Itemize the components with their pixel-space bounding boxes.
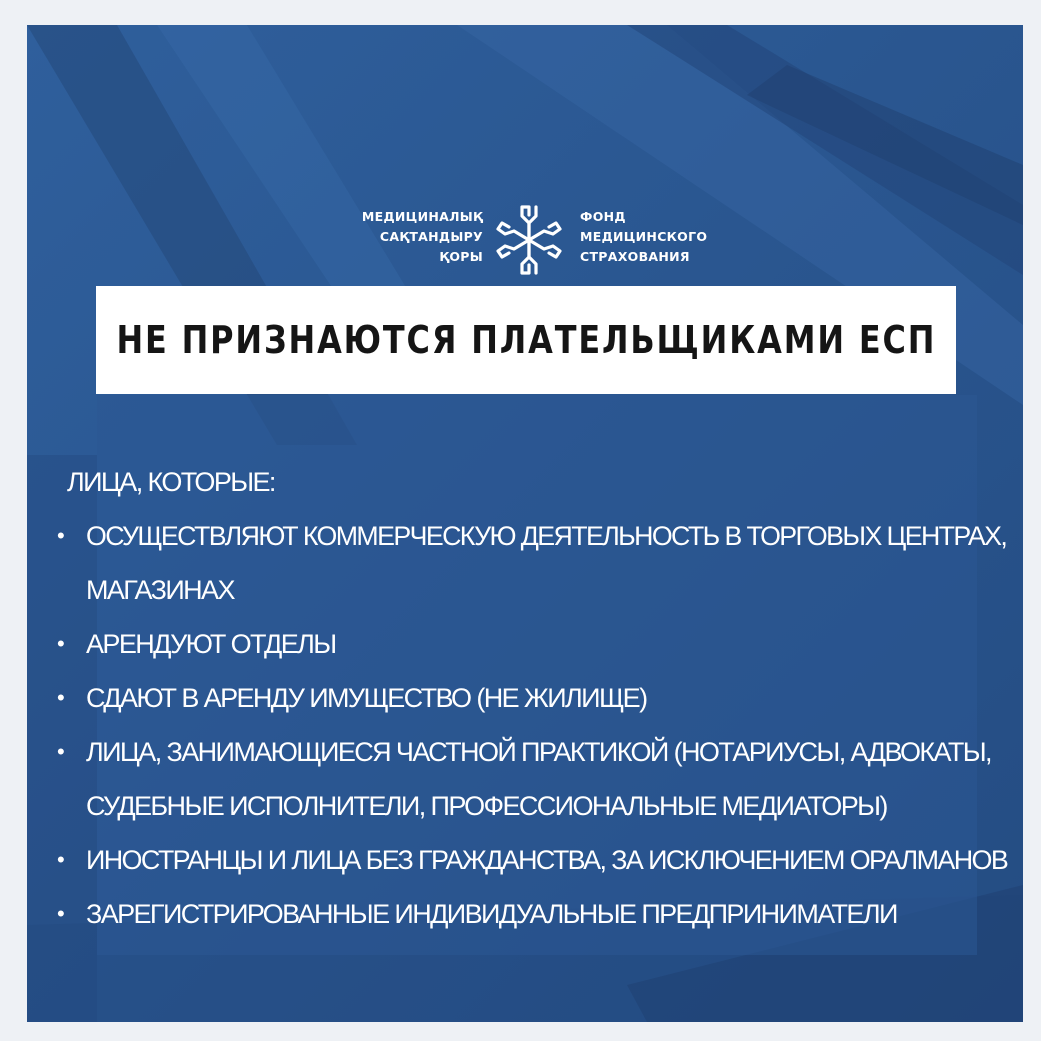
bullet-icon: •: [57, 631, 65, 656]
list-item: [57, 725, 1012, 779]
list-item-text-continued: СУДЕБНЫЕ ИСПОЛНИТЕЛИ, ПРОФЕССИОНАЛЬНЫЕ МЕДИАТОРЫ): [86, 791, 887, 821]
list-item: [57, 833, 1012, 887]
intro-text: ЛИЦА, КОТОРЫЕ:: [67, 467, 275, 497]
logo-kazakh-text: [362, 207, 483, 267]
logo-left-line: ҚОРЫ: [439, 249, 483, 264]
bullet-icon: •: [57, 523, 65, 548]
logo-right-line: ФОНД: [580, 209, 626, 224]
list-item-text-continued: МАГАЗИНАХ: [86, 575, 234, 605]
list-item-text: ИНОСТРАНЦЫ И ЛИЦА БЕЗ ГРАЖДАНСТВА, ЗА ИСКЛЮЧЕНИЕМ ОРАЛМАНОВ: [86, 845, 1008, 875]
bullet-icon: •: [57, 847, 65, 872]
list-item: [57, 887, 1012, 941]
list-item: [57, 671, 1012, 725]
bullet-icon: •: [57, 685, 65, 710]
content-list: [57, 455, 1012, 941]
list-item-text: ЗАРЕГИСТРИРОВАННЫЕ ИНДИВИДУАЛЬНЫЕ ПРЕДПРИНИМАТЕЛИ: [86, 899, 897, 929]
logo-left-line: САҚТАНДЫРУ: [379, 229, 483, 244]
list-item: [57, 509, 1012, 563]
list-item-text: АРЕНДУЮТ ОТДЕЛЫ: [86, 629, 336, 659]
logo-left-line: МЕДИЦИНАЛЫҚ: [361, 209, 483, 224]
title-banner: [96, 286, 956, 394]
list-item-text: ОСУЩЕСТВЛЯЮТ КОММЕРЧЕСКУЮ ДЕЯТЕЛЬНОСТЬ В ТОРГОВЫХ ЦЕНТРАХ,: [86, 521, 1007, 551]
bullet-icon: •: [57, 901, 65, 926]
logo-russian-text: [580, 207, 707, 267]
bullet-icon: •: [57, 739, 65, 764]
logo-right-line: СТРАХОВАНИЯ: [580, 249, 690, 264]
list-item-text: ЛИЦА, ЗАНИМАЮЩИЕСЯ ЧАСТНОЙ ПРАКТИКОЙ (НОТАРИУСЫ, АДВОКАТЫ,: [86, 737, 991, 767]
list-item: [57, 617, 1012, 671]
list-item-text: СДАЮТ В АРЕНДУ ИМУЩЕСТВО (НЕ ЖИЛИЩЕ): [86, 683, 647, 713]
snowflake-emblem-icon: [490, 201, 568, 279]
info-card: [27, 25, 1023, 1022]
logo-right-line: МЕДИЦИНСКОГО: [580, 229, 708, 244]
page-title: НЕ ПРИЗНАЮТСЯ ПЛАТЕЛЬЩИКАМИ ЕСП: [116, 318, 936, 362]
